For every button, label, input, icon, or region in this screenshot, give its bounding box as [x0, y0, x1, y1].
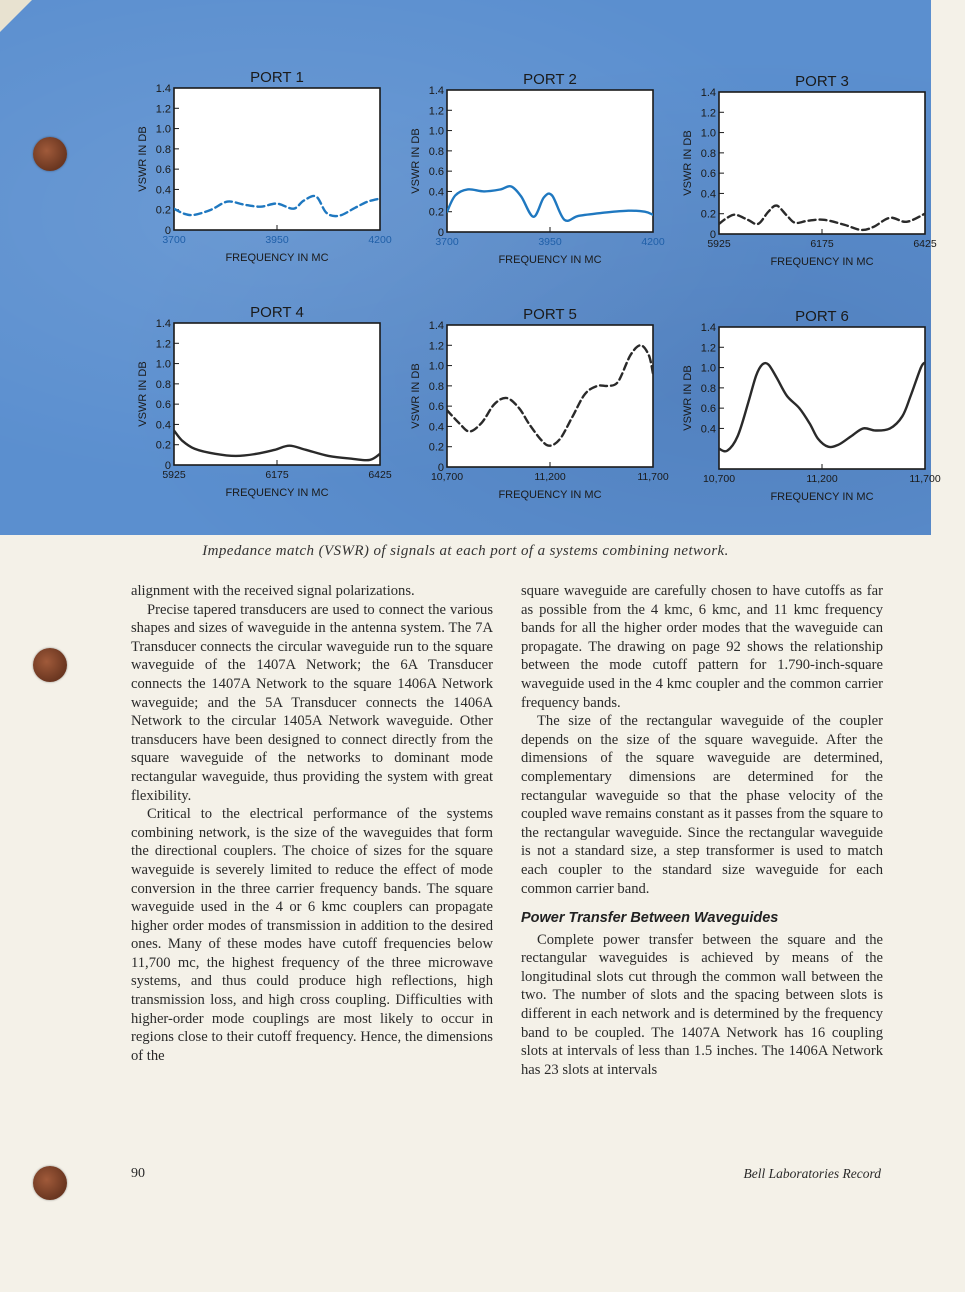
y-tick-label: 0.6 [700, 168, 716, 181]
paragraph: Precise tapered transducers are used to connect the various shapes and sizes of waveguide in the antenna system. The 7A Transducer connects the circular waveguide run to the square waveguide of the 1407A Network; the 6A Transducer connects the 1407A Network to the square 1406A Network waveguide; and the 5A Transducer connects the 1406A Network to the circular 1405A Network waveguide. Other transducers have been designed to connect directly from the square waveguide of the networks to dominant mode rectangular waveguide, thus providing the system with great flexibility. [131, 601, 493, 804]
chart-svg [675, 305, 965, 535]
y-tick-label: 0.4 [700, 423, 716, 436]
y-tick-label: 1.4 [700, 322, 716, 334]
chart-title: PORT 1 [250, 69, 304, 86]
y-tick-label: 1.2 [700, 342, 716, 355]
x-tick-label: 11,200 [534, 471, 566, 483]
x-axis-label: FREQUENCY IN MC [498, 254, 602, 266]
chart-svg [130, 301, 420, 531]
paragraph: alignment with the received signal polarizations. [131, 583, 415, 599]
chart-port-6 [675, 305, 965, 535]
y-tick-label: 1.0 [428, 125, 444, 138]
y-tick-label: 1.2 [428, 105, 444, 118]
y-axis-label: VSWR IN DB [137, 361, 149, 427]
y-tick-label: 0.8 [428, 380, 444, 393]
y-tick-label: 1.0 [428, 360, 444, 373]
x-tick-label: 11,200 [806, 473, 838, 485]
y-tick-label: 0.8 [700, 147, 716, 160]
y-tick-label: 1.0 [155, 358, 171, 371]
y-tick-label: 0.6 [155, 164, 171, 177]
x-axis-label: FREQUENCY IN MC [498, 489, 602, 501]
plot-area [174, 88, 380, 230]
y-tick-label: 1.0 [700, 362, 716, 375]
y-tick-label: 1.2 [428, 340, 444, 353]
y-axis-label: VSWR IN DB [137, 126, 149, 192]
x-tick-label: 11,700 [637, 471, 669, 483]
x-axis-label: FREQUENCY IN MC [770, 256, 874, 268]
chart-svg [403, 303, 693, 533]
x-tick-label: 3700 [162, 234, 186, 246]
y-tick-label: 1.4 [155, 318, 171, 330]
x-tick-label: 3700 [435, 236, 459, 248]
y-tick-label: 0.8 [155, 143, 171, 156]
paragraph: The size of the rectangular waveguide of the coupler depends on the size of the square waveguide. After the dimensions of the square waveguide are determined, complementary dimensions are determined for the rectangular waveguide so that the phase velocity of the coupled wave remains constant as it passes from the square to the rectangular waveguide. Since the rectangular waveguide is not a standard size, a step transformer is used to match each coupler to the standard size waveguide for each common carrier band. [521, 713, 883, 897]
x-tick-label: 6175 [810, 238, 834, 250]
page-number: 90 [131, 1166, 145, 1181]
chart-title: PORT 6 [795, 308, 849, 325]
y-tick-label: 1.4 [700, 87, 716, 99]
plot-area [174, 323, 380, 465]
y-tick-label: 1.2 [155, 103, 171, 116]
x-tick-label: 6425 [913, 238, 937, 250]
y-tick-label: 1.4 [428, 85, 444, 97]
x-tick-label: 6175 [265, 469, 289, 481]
plot-area [719, 92, 925, 234]
x-axis-label: FREQUENCY IN MC [225, 252, 329, 264]
text-column-left [131, 582, 493, 1065]
binder-hole-top [33, 137, 67, 171]
x-tick-label: 5925 [707, 238, 731, 250]
chart-title: PORT 4 [250, 304, 304, 321]
y-tick-label: 0.2 [155, 204, 171, 217]
paragraph: Critical to the electrical performance of the systems combining network, is the size of the waveguides that form the directional couplers. The choice of sizes for the square waveguide is severely limited to reduce the effect of mode conversion in the three carrier frequency bands. The square waveguide used in the 4 or 6 kmc couplers can propagate higher order modes of transmission in addition to the desired ones. Many of these modes have cutoff frequencies below 11,700 mc, the highest frequency of the three microwave systems, and thus could produce high reflections, high transmission loss, and high cross coupling. Difficulties with higher-order mode couplings are most likely to occur in regions close to their cutoff frequency. Hence, the dimensions of the [131, 806, 493, 1064]
y-tick-label: 1.2 [700, 107, 716, 120]
chart-port-4 [130, 301, 420, 531]
page-corner-fold [0, 0, 32, 32]
y-tick-label: 0.6 [428, 166, 444, 179]
y-tick-label: 0 [437, 462, 444, 474]
binder-hole-bottom [33, 1166, 67, 1200]
x-tick-label: 6425 [368, 469, 392, 481]
figure-caption: Impedance match (VSWR) of signals at each port of a systems combining network. [202, 543, 729, 559]
chart-title: PORT 5 [523, 306, 577, 323]
y-tick-label: 1.0 [155, 123, 171, 136]
y-tick-label: 0 [164, 225, 171, 237]
chart-title: PORT 3 [795, 73, 849, 90]
x-tick-label: 3950 [265, 234, 289, 246]
x-tick-label: 10,700 [430, 471, 464, 483]
publication-title: Bell Laboratories Record [743, 1166, 881, 1181]
y-tick-label: 1.4 [428, 320, 444, 332]
y-tick-label: 0.2 [155, 439, 171, 452]
chart-port-3 [675, 70, 965, 300]
y-axis-label: VSWR IN DB [682, 130, 694, 196]
y-tick-label: 0.8 [155, 378, 171, 391]
x-tick-label: 4200 [368, 234, 392, 246]
chart-title: PORT 2 [523, 71, 577, 88]
paragraph: square waveguide are carefully chosen to have cutoffs as far as possible from the 4 kmc, 6 kmc, and 11 kmc frequency bands for all the higher order modes that the waveguide can propagate. The drawing on page 92 shows the relationship between the mode cutoff pattern for 1.790-inch-square waveguide used in the 4 kmc coupler and the common carrier frequency bands. [521, 583, 883, 711]
y-tick-label: 0.4 [155, 419, 171, 432]
x-axis-label: FREQUENCY IN MC [770, 491, 874, 503]
y-tick-label: 0.2 [428, 206, 444, 219]
y-tick-label: 0.6 [700, 403, 716, 416]
y-tick-label: 0 [437, 227, 444, 239]
text-column-right [521, 582, 883, 1079]
chart-svg [675, 70, 965, 300]
paragraph: Complete power transfer between the square and the rectangular waveguides is achieved by means of the longitudinal slots cut through the common wall between the two. The number of slots and the spacing between slots is different in each network and is determined by the frequency band to be coupled. The 1407A Network has 16 coupling slots at intervals of less than 1.5 inches. The 1406A Network has 23 slots at intervals [521, 931, 883, 1078]
y-tick-label: 0.4 [155, 184, 171, 197]
y-tick-label: 0 [709, 229, 716, 241]
x-tick-label: 4200 [641, 236, 665, 248]
y-tick-label: 0.2 [428, 441, 444, 454]
x-tick-label: 10,700 [702, 473, 736, 485]
y-tick-label: 0.6 [428, 401, 444, 414]
y-axis-label: VSWR IN DB [410, 363, 422, 429]
binder-hole-middle [33, 648, 67, 682]
y-tick-label: 0.2 [700, 208, 716, 221]
x-tick-label: 5925 [162, 469, 186, 481]
y-axis-label: VSWR IN DB [410, 128, 422, 194]
chart-port-2 [403, 68, 693, 298]
y-axis-label: VSWR IN DB [682, 365, 694, 431]
y-tick-label: 0.4 [428, 186, 444, 199]
x-tick-label: 3950 [538, 236, 562, 248]
y-tick-label: 0.4 [428, 421, 444, 434]
y-tick-label: 1.0 [700, 127, 716, 140]
y-tick-label: 0.8 [428, 145, 444, 158]
x-tick-label: 11,700 [909, 473, 941, 485]
figure-panel [0, 0, 941, 535]
chart-svg [403, 68, 693, 298]
section-heading: Power Transfer Between Waveguides [521, 910, 779, 927]
y-tick-label: 1.2 [155, 338, 171, 351]
chart-port-1 [130, 66, 420, 296]
y-tick-label: 0.6 [155, 399, 171, 412]
y-tick-label: 0.4 [700, 188, 716, 201]
chart-port-5 [403, 303, 693, 533]
y-tick-label: 0 [164, 460, 171, 472]
x-axis-label: FREQUENCY IN MC [225, 487, 329, 499]
chart-svg [130, 66, 420, 296]
y-tick-label: 0.8 [700, 382, 716, 395]
y-tick-label: 1.4 [155, 83, 171, 95]
